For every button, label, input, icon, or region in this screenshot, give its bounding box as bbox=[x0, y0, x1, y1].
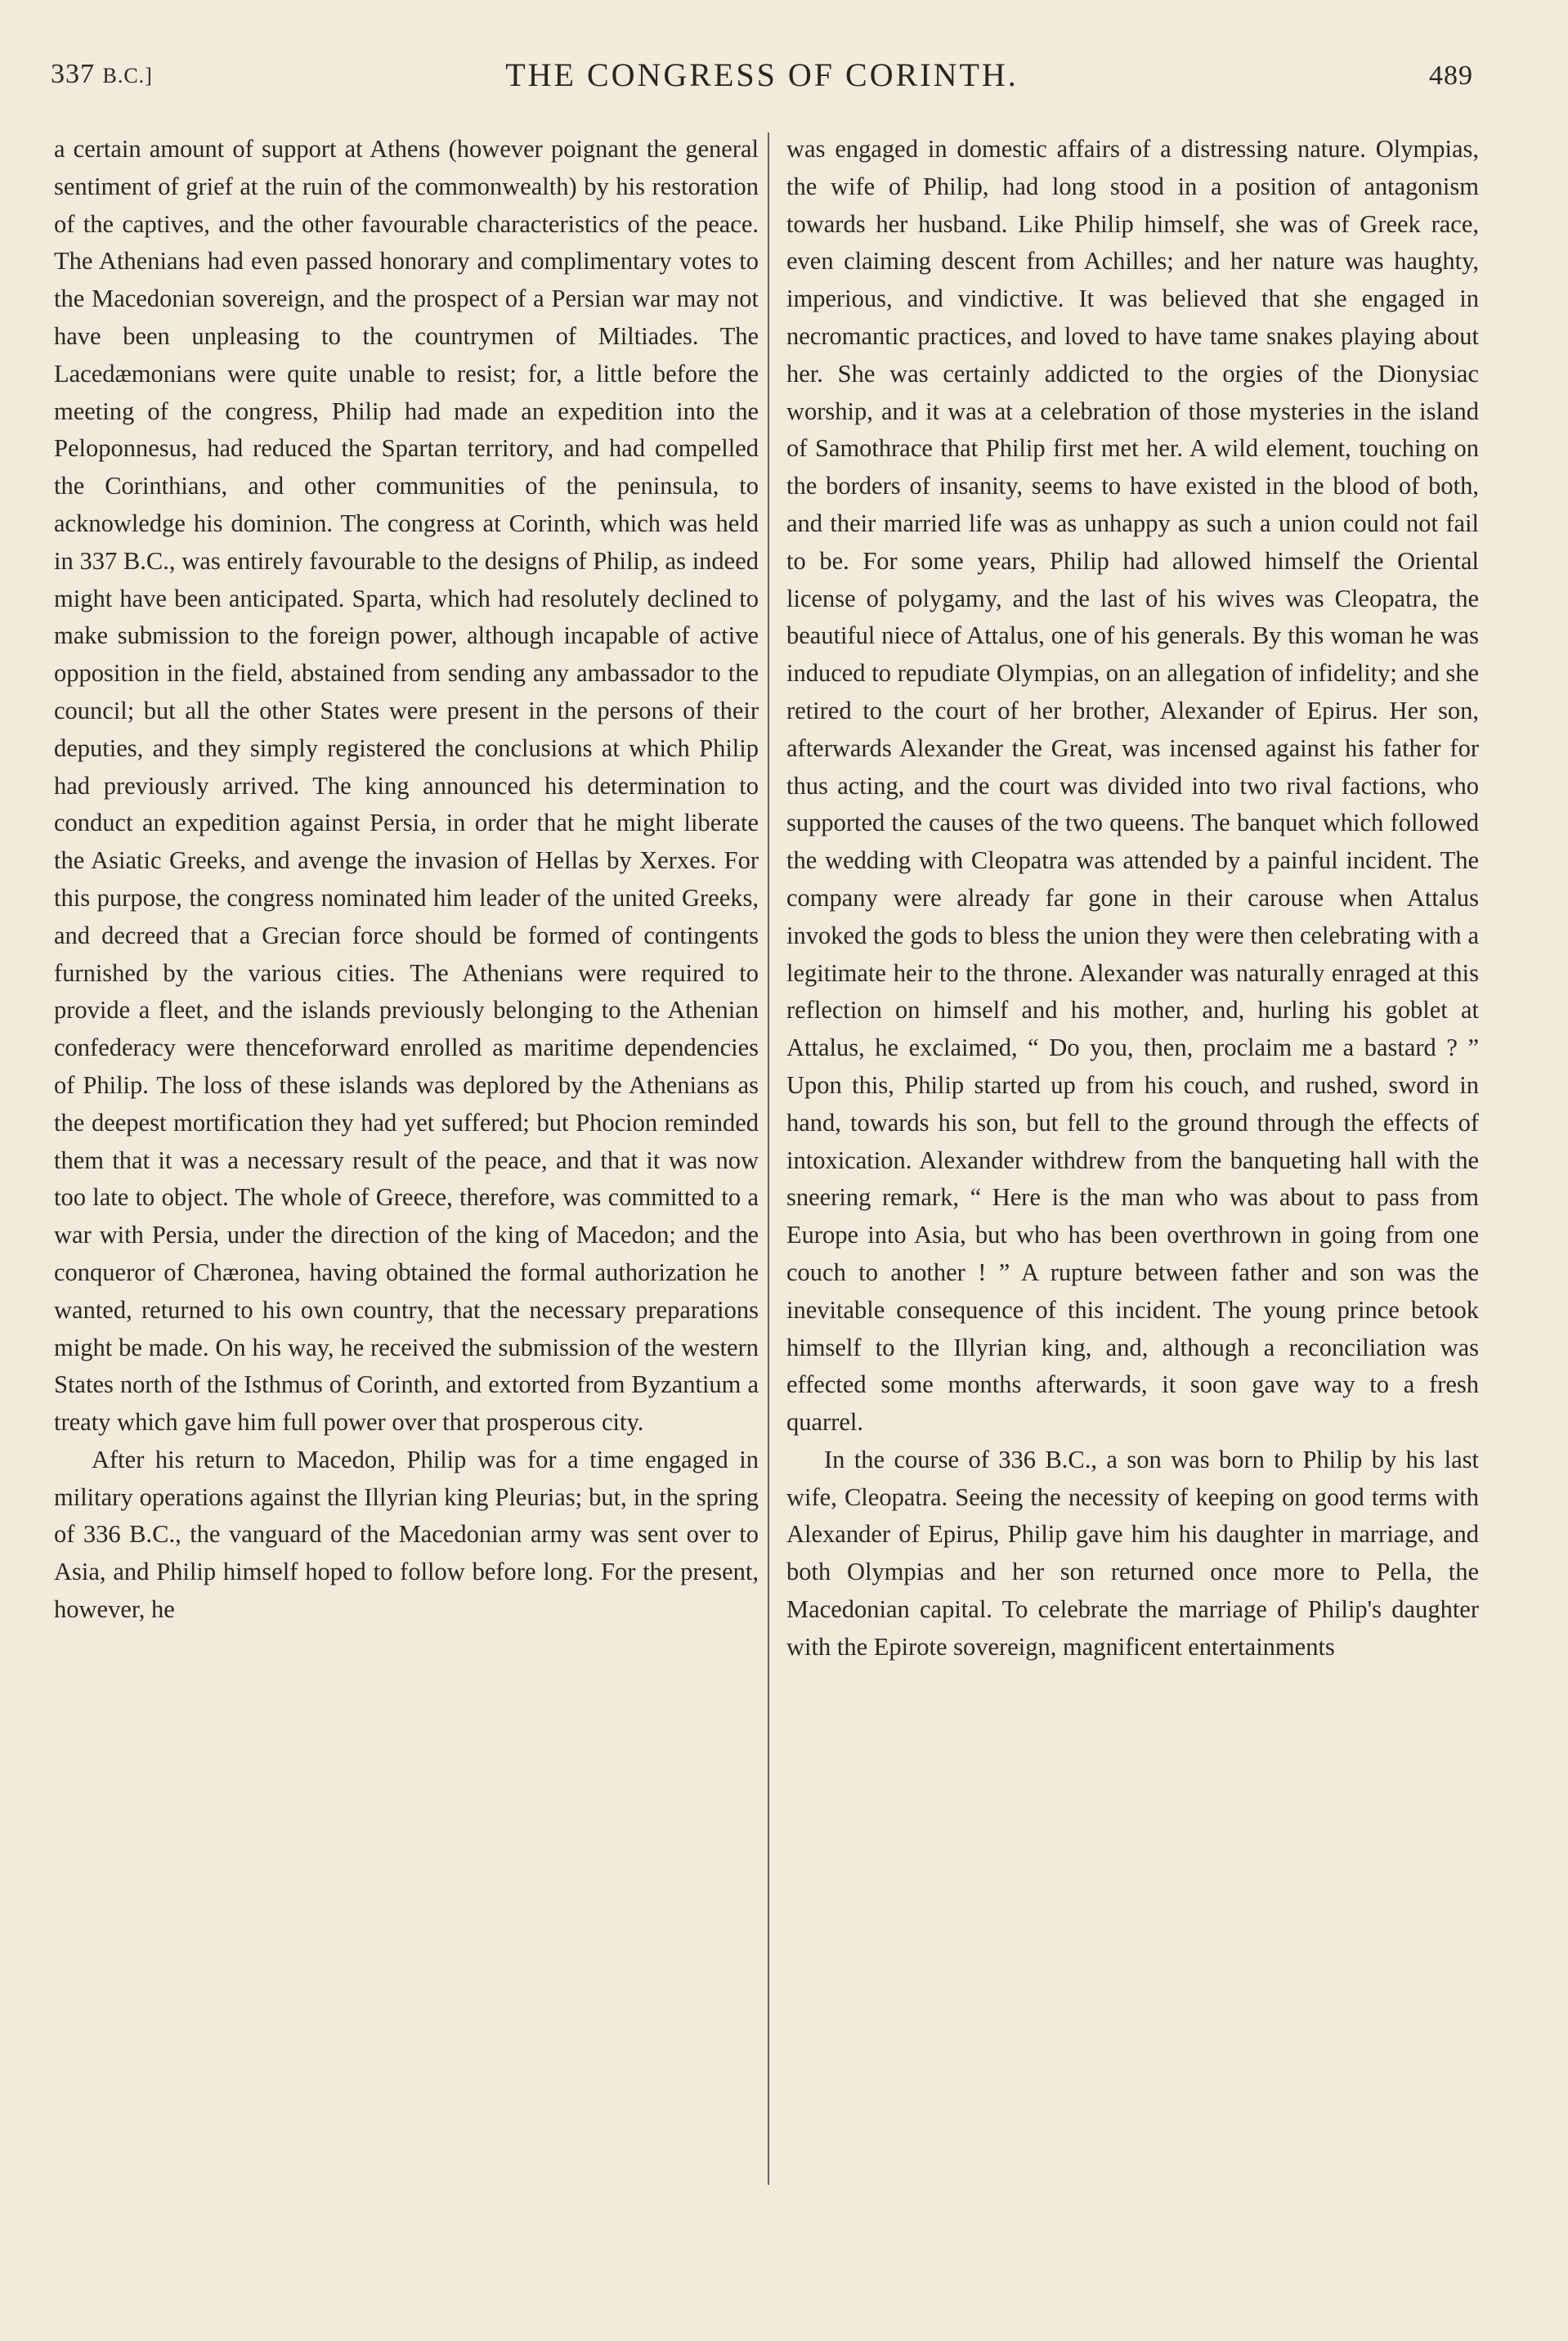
header-year: 337 bbox=[51, 59, 95, 89]
right-paragraph-2: In the course of 336 B.C., a son was born to Philip by his last wife, Cleopatra. Seeing the necessity of keeping on good terms with Alexander of Epirus, Philip gave him his daughter in marriage, and both Olympias and her son returned once more to Pella, the Macedonian capital. To celebrate the marriage of Philip's daughter with the Epirote sovereign, magnificent entertainments bbox=[786, 1445, 1479, 1661]
right-column bbox=[786, 131, 1479, 2159]
left-column bbox=[54, 131, 759, 2159]
column-divider bbox=[768, 132, 769, 2185]
right-paragraph-1: was engaged in domestic affairs of a distressing nature. Olympias, the wife of Philip, had long stood in a position of antagonism towards her husband. Like Philip himself, she was of Greek race, even claiming descent from Achilles; and her nature was haughty, imperious, and vindictive. It was believed that she engaged in necromantic practices, and loved to have tame snakes playing about her. She was certainly addicted to the orgies of the Dionysiac worship, and it was at a celebration of those mysteries in the island of Samothrace that Philip first met her. A wild element, touching on the borders of insanity, seems to have existed in the blood of both, and their married life was as unhappy as such a union could not fail to be. For some years, Philip had allowed himself the Oriental license of polygamy, and the last of his wives was Cleopatra, the beautiful niece of Attalus, one of his generals. By this woman he was induced to repudiate Olympias, on an allegation of infidelity; and she retired to the court of her brother, Alexander of Epirus. Her son, afterwards Alexander the Great, was incensed against his father for thus acting, and the court was divided into two rival factions, who supported the causes of the two queens. The banquet which followed the wedding with Cleopatra was attended by a painful incident. The company were already far gone in their carouse when Attalus invoked the gods to bless the union they were then celebrating with a legitimate heir to the throne. Alexander was naturally enraged at this reflection on himself and his mother, and, hurling his goblet at Attalus, he exclaimed, “ Do you, then, proclaim me a bastard ? ” Upon this, Philip started up from his couch, and rushed, sword in hand, towards his son, but fell to the ground through the effects of intoxication. Alexander withdrew from the banqueting hall with the sneering remark, “ Here is the man who was about to pass from Europe into Asia, but who has been overthrown in going from one couch to another ! ” A rupture between father and son was the inevitable consequence of this incident. The young prince betook himself to the Illyrian king, and, although a reconciliation was effected some months afterwards, it soon gave way to a fresh quarrel. bbox=[786, 135, 1479, 1437]
page-title: THE CONGRESS OF CORINTH. bbox=[505, 56, 1019, 93]
header-era: B.C.] bbox=[102, 64, 153, 87]
left-paragraph-2: After his return to Macedon, Philip was for a time engaged in military operations against the Illyrian king Pleurias; but, in the spring of 336 B.C., the vanguard of the Macedonian army was sent over to Asia, and Philip himself hoped to follow before long. For the present, however, he bbox=[54, 1445, 759, 1624]
running-header bbox=[51, 56, 1473, 105]
left-paragraph-1: a certain amount of support at Athens (however poignant the general sentiment of grief at the ruin of the commonwealth) by his restoration of the captives, and the other favourable characteristics of the peace. The Athenians had even passed honorary and complimentary votes to the Macedonian sovereign, and the prospect of a Persian war may not have been unpleasing to the countrymen of Miltiades. The Lacedæmonians were quite unable to resist; for, a little before the meeting of the congress, Philip had made an expedition into the Peloponnesus, had reduced the Spartan territory, and had compelled the Corinthians, and other communities of the peninsula, to acknowledge his dominion. The congress at Corinth, which was held in 337 B.C., was entirely favourable to the designs of Philip, as indeed might have been anticipated. Sparta, which had resolutely declined to make submission to the foreign power, although incapable of active opposition in the field, abstained from sending any ambassador to the council; but all the other States were present in the persons of their deputies, and they simply registered the conclusions at which Philip had previously arrived. The king announced his determination to conduct an expedition against Persia, in order that he might liberate the Asiatic Greeks, and avenge the invasion of Hellas by Xerxes. For this purpose, the congress nominated him leader of the united Greeks, and decreed that a Grecian force should be formed of contingents furnished by the various cities. The Athenians were required to provide a fleet, and the islands previously belonging to the Athenian confederacy were thenceforward enrolled as maritime dependencies of Philip. The loss of these islands was deplored by the Athenians as the deepest mortification they had yet suffered; but Phocion reminded them that it was a necessary result of the peace, and that it was now too late to object. The whole of Greece, therefore, was committed to a war with Persia, under the direction of the king of Macedon; and the conqueror of Chæronea, having obtained the formal authorization he wanted, returned to his own country, that the necessary preparations might be made. On his way, he received the submission of the western States north of the Isthmus of Corinth, and extorted from Byzantium a treaty which gave him full power over that prosperous city. bbox=[54, 135, 759, 1437]
page-number: 489 bbox=[1429, 61, 1473, 91]
